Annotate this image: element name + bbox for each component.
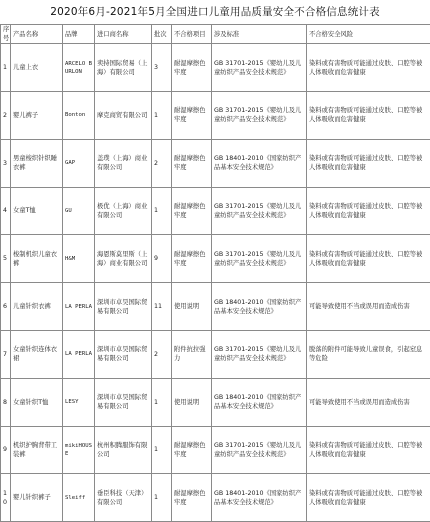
cell-risk: 染料或有害物质可能通过皮肤、口腔等被人体吸收而危害健康 bbox=[307, 474, 430, 522]
cell-index: 4 bbox=[1, 187, 11, 235]
cell-brand: ARCELO BURLON bbox=[63, 44, 95, 92]
cell-product: 梭制机织儿童衣裤 bbox=[11, 235, 63, 283]
cell-brand: LA PERLA bbox=[63, 283, 95, 331]
cell-index: 10 bbox=[1, 474, 11, 522]
cell-brand: GU bbox=[63, 187, 95, 235]
cell-product: 女童针织连体衣裙 bbox=[11, 331, 63, 379]
cell-failed-item: 使用说明 bbox=[172, 283, 212, 331]
cell-index: 5 bbox=[1, 235, 11, 283]
cell-product: 女童T恤 bbox=[11, 187, 63, 235]
cell-product: 女童针织T恤 bbox=[11, 378, 63, 426]
cell-importer: 卖持国际贸易（上海）有限公司 bbox=[95, 44, 152, 92]
cell-importer: 深圳市卓昊国际贸易有限公司 bbox=[95, 331, 152, 379]
cell-risk: 染料或有害物质可能通过皮肤、口腔等被人体吸收而危害健康 bbox=[307, 235, 430, 283]
table-row bbox=[1, 426, 430, 474]
cell-brand: Bonton bbox=[63, 92, 95, 140]
cell-standard: GB 18401-2010《国家纺织产品基本安全技术规范》 bbox=[212, 378, 307, 426]
column-header-standard: 涉及标准 bbox=[212, 25, 307, 44]
cell-importer: 盖璞（上海）商业有限公司 bbox=[95, 139, 152, 187]
column-header-failed-item: 不合格项目 bbox=[172, 25, 212, 44]
cell-batches: 1 bbox=[152, 474, 172, 522]
column-header-brand: 品牌 bbox=[63, 25, 95, 44]
cell-risk: 脱落的附件可能导致儿童误食，引起窒息等危险 bbox=[307, 331, 430, 379]
cell-batches: 11 bbox=[152, 283, 172, 331]
cell-product: 婴儿裤子 bbox=[11, 92, 63, 140]
column-header-batches: 批次 bbox=[152, 25, 172, 44]
cell-failed-item: 耐湿摩擦色牢度 bbox=[172, 92, 212, 140]
cell-standard: GB 31701-2015《婴幼儿及儿童纺织产品安全技术规范》 bbox=[212, 235, 307, 283]
cell-standard: GB 18401-2010《国家纺织产品基本安全技术规范》 bbox=[212, 283, 307, 331]
table-row bbox=[1, 235, 430, 283]
cell-failed-item: 耐湿摩擦色牢度 bbox=[172, 187, 212, 235]
cell-risk: 染料或有害物质可能通过皮肤、口腔等被人体吸收而危害健康 bbox=[307, 44, 430, 92]
table-row bbox=[1, 187, 430, 235]
cell-standard: GB 31701-2015《婴幼儿及儿童纺织产品安全技术规范》 bbox=[212, 331, 307, 379]
cell-index: 1 bbox=[1, 44, 11, 92]
table-row bbox=[1, 92, 430, 140]
cell-brand: GAP bbox=[63, 139, 95, 187]
cell-importer: 垂臣科技（天津）有限公司 bbox=[95, 474, 152, 522]
cell-failed-item: 耐湿摩擦色牢度 bbox=[172, 44, 212, 92]
cell-failed-item: 耐湿摩擦色牢度 bbox=[172, 139, 212, 187]
cell-standard: GB 31701-2015《婴幼儿及儿童纺织产品安全技术规范》 bbox=[212, 44, 307, 92]
table-row bbox=[1, 378, 430, 426]
cell-index: 3 bbox=[1, 139, 11, 187]
cell-index: 2 bbox=[1, 92, 11, 140]
cell-batches: 1 bbox=[152, 187, 172, 235]
cell-brand: LESY bbox=[63, 378, 95, 426]
page-title: 2020年6月-2021年5月全国进口儿童用品质量安全不合格信息统计表 bbox=[0, 4, 430, 19]
cell-brand: LA PERLA bbox=[63, 331, 95, 379]
cell-index: 8 bbox=[1, 378, 11, 426]
table-row bbox=[1, 474, 430, 522]
cell-risk: 可能导致使用不当或误用而造成伤害 bbox=[307, 283, 430, 331]
cell-batches: 1 bbox=[152, 378, 172, 426]
column-header-index: 序号 bbox=[1, 25, 11, 44]
cell-failed-item: 耐湿摩擦色牢度 bbox=[172, 474, 212, 522]
table-row bbox=[1, 283, 430, 331]
cell-standard: GB 31701-2015《婴幼儿及儿童纺织产品安全技术规范》 bbox=[212, 426, 307, 474]
cell-batches: 1 bbox=[152, 426, 172, 474]
cell-product: 儿童上衣 bbox=[11, 44, 63, 92]
cell-index: 7 bbox=[1, 331, 11, 379]
cell-index: 6 bbox=[1, 283, 11, 331]
cell-product: 男童梭织针织睡衣裤 bbox=[11, 139, 63, 187]
table-header-row bbox=[1, 25, 430, 44]
nonconformity-table bbox=[0, 24, 430, 522]
cell-brand: H&M bbox=[63, 235, 95, 283]
cell-failed-item: 附件抗拉强力 bbox=[172, 331, 212, 379]
cell-importer: 深圳市卓昊国际贸易有限公司 bbox=[95, 283, 152, 331]
cell-failed-item: 耐湿摩擦色牢度 bbox=[172, 235, 212, 283]
cell-risk: 染料或有害物质可能通过皮肤、口腔等被人体吸收而危害健康 bbox=[307, 426, 430, 474]
cell-batches: 1 bbox=[152, 92, 172, 140]
cell-product: 机织护胸背带工装裤 bbox=[11, 426, 63, 474]
cell-standard: GB 18401-2010《国家纺织产品基本安全技术规范》 bbox=[212, 474, 307, 522]
cell-risk: 染料或有害物质可能通过皮肤、口腔等被人体吸收而危害健康 bbox=[307, 187, 430, 235]
cell-batches: 3 bbox=[152, 44, 172, 92]
column-header-importer: 进口商名称 bbox=[95, 25, 152, 44]
cell-product: 婴儿针织裤子 bbox=[11, 474, 63, 522]
column-header-product: 产品名称 bbox=[11, 25, 63, 44]
cell-brand: Sleiff bbox=[63, 474, 95, 522]
cell-importer: 海恩斯莫里斯（上海）商业有限公司 bbox=[95, 235, 152, 283]
cell-importer: 极优（上海）商业有限公司 bbox=[95, 187, 152, 235]
cell-standard: GB 31701-2015《婴幼儿及儿童纺织产品安全技术规范》 bbox=[212, 187, 307, 235]
cell-index: 9 bbox=[1, 426, 11, 474]
cell-product: 儿童针织衣裤 bbox=[11, 283, 63, 331]
column-header-risk: 不合格安全风险 bbox=[307, 25, 430, 44]
cell-failed-item: 耐湿摩擦色牢度 bbox=[172, 426, 212, 474]
cell-standard: GB 31701-2015《婴幼儿及儿童纺织产品安全技术规范》 bbox=[212, 92, 307, 140]
cell-standard: GB 18401-2010《国家纺织产品基本安全技术规范》 bbox=[212, 139, 307, 187]
cell-importer: 深圳市卓昊国际贸易有限公司 bbox=[95, 378, 152, 426]
cell-risk: 染料或有害物质可能通过皮肤、口腔等被人体吸收而危害健康 bbox=[307, 92, 430, 140]
cell-batches: 2 bbox=[152, 139, 172, 187]
cell-risk: 染料或有害物质可能通过皮肤、口腔等被人体吸收而危害健康 bbox=[307, 139, 430, 187]
table-row bbox=[1, 44, 430, 92]
cell-batches: 2 bbox=[152, 331, 172, 379]
cell-failed-item: 使用说明 bbox=[172, 378, 212, 426]
table-row bbox=[1, 139, 430, 187]
table-row bbox=[1, 331, 430, 379]
cell-brand: mikiHOUSE bbox=[63, 426, 95, 474]
cell-batches: 9 bbox=[152, 235, 172, 283]
cell-importer: 杭州积腾服饰有限公司 bbox=[95, 426, 152, 474]
cell-risk: 可能导致使用不当或误用而造成伤害 bbox=[307, 378, 430, 426]
cell-importer: 摩克商贸有限公司 bbox=[95, 92, 152, 140]
